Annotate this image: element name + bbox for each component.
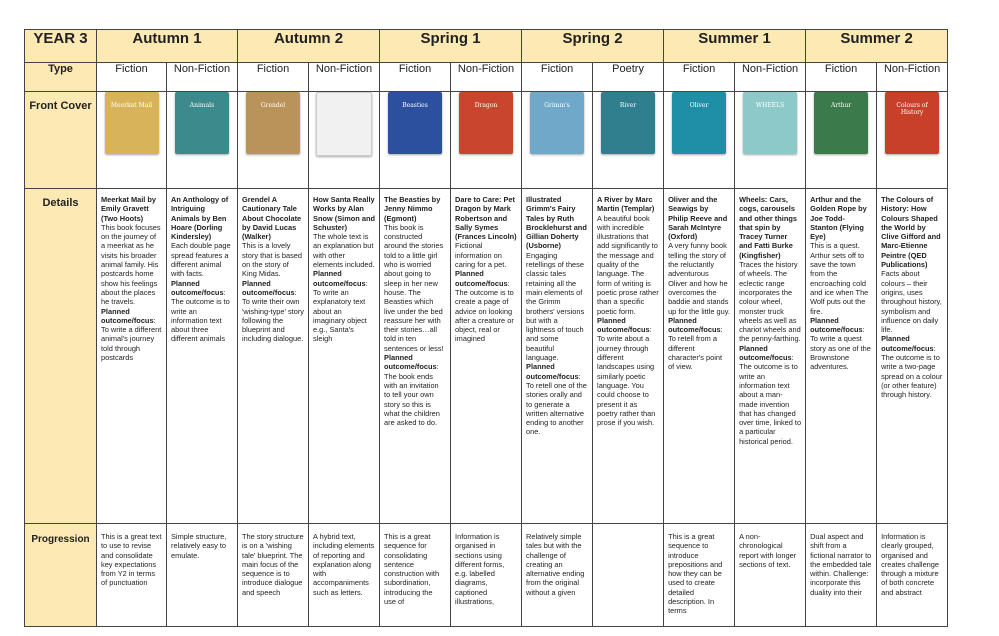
type-cell: Fiction (664, 63, 735, 92)
term-header: Summer 1 (664, 30, 806, 63)
planned-outcome-text: : To retell one of the stories orally and to generate a written alternative ending to another one. (526, 371, 587, 437)
details-text (522, 189, 592, 437)
book-title: Wheels: Cars, cogs, carousels and other things that spin by Tracey Turner and Fatti Burke (Kingfisher) (739, 195, 797, 260)
type-cell: Fiction (522, 63, 593, 92)
book-cover-lettering: Animals (189, 102, 215, 109)
book-title: Meerkat Mail by Emily Gravett (Two Hoots) (101, 195, 157, 223)
book-title: Arthur and the Golden Rope by Joe Todd-Stanton (Flying Eye) (810, 195, 867, 242)
term-header: Autumn 1 (97, 30, 238, 63)
progression-cell (380, 524, 451, 627)
cover-cell (451, 92, 522, 189)
book-cover-lettering: Grimm's (544, 102, 570, 109)
book-title: An Anthology of Intriguing Animals by Ben Hoare (Dorling Kindersley) (171, 195, 229, 242)
book-title: A River by Marc Martin (Templar) (597, 195, 655, 214)
planned-outcome-label: Planned outcome/focus (526, 362, 579, 381)
book-title: The Colours of History: How Colours Shaped the World by Clive Gifford and Marc-Etienne Peintre (QED Publications) (881, 195, 941, 270)
progression-text: A hybrid text, including elements of reporting and explanation along with accompaniments such as letters. (313, 532, 375, 597)
planned-outcome-text: : The book ends with an invitation to tell your own story so this is what the children are asked to do. (384, 362, 440, 428)
planned-outcome-text: : The outcome is to create a page of advice on looking after a creature or object, real or imagined (455, 278, 514, 344)
book-cover-image (743, 92, 797, 154)
book-cover-lettering: Beasties (402, 102, 428, 109)
progression-text: Relatively simple tales but with the challenge of creating an alternative ending from the original without a given (526, 532, 585, 597)
planned-outcome-text: : To write an explanatory text about an imaginary object e.g., Santa's sleigh (313, 278, 368, 344)
book-cover-image (105, 92, 159, 154)
planned-outcome-label: Planned outcome/focus (668, 315, 721, 335)
cover-cell (97, 92, 167, 189)
term-header: Autumn 2 (238, 30, 380, 63)
book-summary: The whole text is an explanation but with other elements included. (313, 232, 375, 270)
planned-outcome-label: Planned outcome/focus (739, 343, 792, 363)
row-label-type: Type (25, 63, 97, 92)
term-header: Summer 2 (806, 30, 948, 63)
progression-cell (522, 524, 593, 627)
details-text (593, 189, 663, 427)
type-row (25, 63, 948, 92)
book-cover-lettering: Colours of History (896, 102, 928, 116)
planned-outcome-text: : To write a quest story as one of the Brownstone adventures. (810, 325, 871, 372)
details-cell (309, 189, 380, 524)
book-title: The Beasties by Jenny Nimmo (Egmont) (384, 195, 441, 223)
type-cell: Fiction (380, 63, 451, 92)
details-cell (522, 189, 593, 524)
progression-text: This is a great sequence for consolidating sentence construction with subordination, introducing the use of (384, 532, 440, 607)
progression-text: This is a great text to use to revise and consolidate key expectations from Y2 in terms of punctuation (101, 532, 162, 588)
type-cell: Non-Fiction (451, 63, 522, 92)
book-title: How Santa Really Works by Alan Snow (Simon and Schuster) (313, 195, 376, 232)
details-cell (877, 189, 948, 524)
book-cover-image (246, 92, 300, 154)
cover-cell (664, 92, 735, 189)
details-cell (380, 189, 451, 524)
planned-outcome-text: : The outcome is to write a two-page spread on a colour (or other feature) through history. (881, 343, 943, 400)
term-header-row (25, 30, 948, 63)
details-row (25, 189, 948, 524)
details-text (167, 189, 237, 344)
term-header: Spring 1 (380, 30, 522, 63)
progression-text: Information is organised in sections using different forms, e.g. labelled diagrams, captioned illustrations, (455, 532, 505, 607)
progression-cell (238, 524, 309, 627)
details-cell (97, 189, 167, 524)
details-text (664, 189, 734, 372)
book-cover-image (175, 92, 229, 154)
book-summary: This book focuses on the journey of a meerkat as he visits his broader animal family. His postcards home show his feelings about the places he travels. (101, 222, 161, 307)
progression-cell (877, 524, 948, 627)
details-text (735, 189, 805, 446)
details-text (380, 189, 450, 427)
progression-text: This is a great sequence to introduce prepositions and how they can be used to create detailed description. In terms (668, 532, 723, 616)
book-summary: Traces the history of wheels. The eclectic range incorporates the colour wheel, monster truck wheels as well as chariot wheels and the penny-farthing. (739, 260, 801, 344)
book-summary: A very funny book telling the story of the reluctantly adventurous Oliver and how he overcomes the baddie and stands up for the little guy. (668, 241, 730, 316)
details-text (309, 189, 379, 344)
planned-outcome-label: Planned outcome/focus (810, 315, 863, 335)
type-cell: Non-Fiction (167, 63, 238, 92)
planned-outcome-text: : To retell from a different character's point of view. (668, 325, 723, 372)
book-summary: A beautiful book with incredible illustrations that add significantly to the message and quality of the language. The form of writing is poetic prose rather than a specific poetic form. (597, 213, 659, 316)
type-cell: Non-Fiction (877, 63, 948, 92)
book-title: Dare to Care: Pet Dragon by Mark Robertson and Sally Symes (Frances Lincoln) (455, 195, 517, 242)
book-cover-lettering: River (619, 102, 637, 109)
book-cover-lettering: Meerkat Mail (110, 102, 153, 109)
cover-cell (167, 92, 238, 189)
type-cell: Fiction (806, 63, 877, 92)
cover-cell (877, 92, 948, 189)
planned-outcome-label: Planned outcome/focus (313, 269, 366, 288)
book-title: Oliver and the Seawigs by Philip Reeve and Sarah McIntyre (Oxford) (668, 195, 728, 242)
book-cover-image (814, 92, 868, 154)
row-label-progression: Progression (25, 524, 97, 627)
year3-planning-table (24, 29, 948, 627)
progression-text: A non-chronological report with longer sections of text. (739, 532, 797, 569)
book-summary: This book is constructed around the stories told to a little girl who is worried about going to sleep in her new house. The Beasties which live under the bed reassure her with their stories…all told in ten sentences or less! (384, 222, 444, 353)
book-cover-lettering: Dragon (474, 102, 498, 109)
book-title: Illustrated Grimm's Fairy Tales by Ruth Brocklehurst and Gillian Doherty (Usborne) (526, 195, 587, 251)
progression-text (593, 524, 663, 532)
planned-outcome-label: Planned outcome/focus (455, 269, 508, 288)
planned-outcome-label: Planned outcome/focus (101, 306, 154, 325)
book-cover-image (601, 92, 655, 154)
book-summary: This is a quest. Arthur sets off to save the town from the encroaching cold and ice when The Wolf puts out the fire. (810, 241, 869, 316)
type-cell: Fiction (97, 63, 167, 92)
book-summary: This is a lovely story that is based on the story of King Midas. (242, 241, 302, 279)
planned-outcome-text: : To write about a journey through different landscapes using similarly poetic language. You could choose to present it as poetry rather than prose if you wish. (597, 325, 656, 428)
book-cover-image (885, 92, 939, 154)
details-cell (167, 189, 238, 524)
planned-outcome-text: : To write a different animal's journey told through postcards (101, 315, 162, 363)
details-cell (664, 189, 735, 524)
details-cell (806, 189, 877, 524)
cover-cell (522, 92, 593, 189)
cover-cell (806, 92, 877, 189)
book-cover-lettering: Grendel (260, 102, 286, 109)
type-cell: Non-Fiction (735, 63, 806, 92)
type-cell: Non-Fiction (309, 63, 380, 92)
progression-row (25, 524, 948, 627)
details-text (877, 189, 947, 400)
year-label: YEAR 3 (25, 30, 97, 63)
progression-cell (593, 524, 664, 627)
progression-cell (309, 524, 380, 627)
details-text (97, 189, 166, 362)
cover-cell (380, 92, 451, 189)
planned-outcome-label: Planned outcome/focus (242, 278, 295, 297)
book-cover-lettering: Arthur (830, 102, 852, 109)
details-cell (238, 189, 309, 524)
book-cover-image (388, 92, 442, 154)
progression-text: Simple structure, relatively easy to emulate. (171, 532, 227, 560)
book-title: Grendel A Cautionary Tale About Chocolate by David Lucas (Walker) (242, 195, 302, 242)
book-summary: Engaging retellings of these classic tales retaining all the main elements of the Grimm brothers' versions but with a lightness of touch and some beautiful language. (526, 250, 585, 363)
details-text (451, 189, 521, 344)
row-label-details: Details (25, 189, 97, 524)
cover-cell (309, 92, 380, 189)
planned-outcome-text: : To write their own 'wishing-type' story following the blueprint and including dialogue. (242, 287, 304, 344)
book-summary: Each double page spread features a different animal with facts. (171, 241, 231, 279)
book-cover-lettering: WHEELS (755, 102, 785, 109)
details-text (238, 189, 308, 344)
book-summary: Fictional information on caring for a pet. (455, 241, 507, 270)
progression-cell (735, 524, 806, 627)
planned-outcome-label: Planned outcome/focus (384, 353, 437, 372)
book-cover-lettering: Oliver (689, 102, 709, 109)
details-cell (735, 189, 806, 524)
planned-outcome-text: : The outcome is to write an information text about three different animals (171, 287, 230, 344)
book-summary: Facts about colours – their origins, uses throughout history, symbolism and influence on daily life. (881, 269, 942, 335)
book-cover-image (459, 92, 513, 154)
progression-text: Dual aspect and shift from a fictional narrator to the embedded tale within. Challenge: incorporate this duality into their (810, 532, 872, 597)
cover-cell (735, 92, 806, 189)
planned-outcome-label: Planned outcome/focus (881, 334, 934, 353)
details-cell (593, 189, 664, 524)
planned-outcome-label: Planned outcome/focus (171, 278, 224, 297)
book-cover-image (530, 92, 584, 154)
progression-cell (806, 524, 877, 627)
type-cell: Fiction (238, 63, 309, 92)
planned-outcome-label: Planned outcome/focus (597, 315, 650, 335)
term-header: Spring 2 (522, 30, 664, 63)
type-cell: Poetry (593, 63, 664, 92)
progression-text: Information is clearly grouped, organised and creates challenge through a mixture of both concrete and abstract (881, 532, 940, 597)
progression-cell (167, 524, 238, 627)
progression-text: The story structure is on a 'wishing tale' blueprint. The main focus of the sequence is to introduce dialogue and speech (242, 532, 304, 597)
progression-cell (451, 524, 522, 627)
planned-outcome-text: : The outcome is to write an information text about a man-made invention that has changed over time, linked to a particular historical period. (739, 353, 802, 446)
progression-cell (664, 524, 735, 627)
row-label-cover: Front Cover (25, 92, 97, 189)
details-text (806, 189, 876, 372)
details-cell (451, 189, 522, 524)
book-cover-image (672, 92, 726, 154)
cover-cell (238, 92, 309, 189)
cover-row (25, 92, 948, 189)
progression-cell (97, 524, 167, 627)
book-cover-image (316, 92, 372, 156)
cover-cell (593, 92, 664, 189)
